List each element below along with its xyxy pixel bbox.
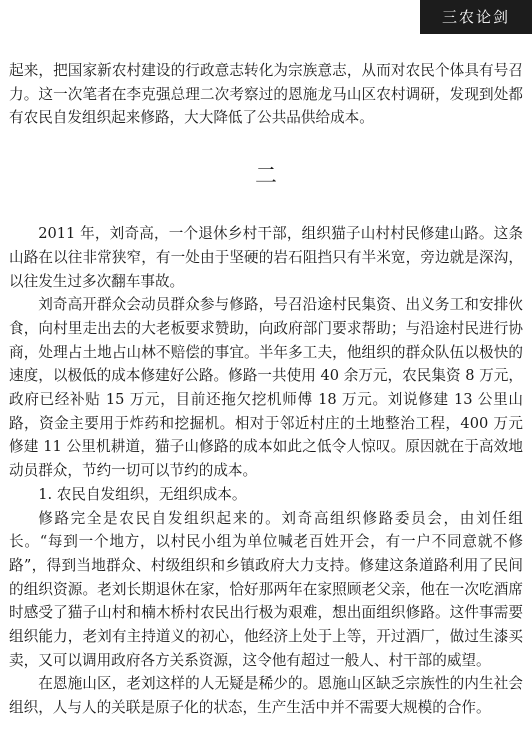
body-paragraph: 修路完全是农民自发组织起来的。刘奇高组织修路委员会，由刘任组长。“每到一个地方，以村民小组为单位喊老百姓开会，有一户不同意就不修路”，得到当地群众、村级组织和乡镇政府大力支持。修建这条道路利用了民间的组织资源。老刘长期退休在家，恰好那两年在家照顾老父亲，他在一次吃酒席时感受了猫子山村和楠木桥村农民出行极为艰难，想出面组织修路。这件事需要组织能力，老刘有主持道义的初心，他经济上处于上等，开过酒厂，做过生漆买卖，又可以调用政府各方关系资源，这令他有超过一般人、村干部的威望。 (9, 509, 523, 669)
section-number: 二 (254, 164, 277, 190)
body-paragraph: 在恩施山区，老刘这样的人无疑是稀少的。恩施山区缺乏宗族性的内生社会组织，人与人的关联是原子化的状态，生产生活中并不需要大规模的合作。 (9, 675, 523, 717)
article-body (9, 59, 523, 720)
subheading: 1. 农民自发组织，无组织成本。 (38, 485, 247, 503)
body-paragraph: 2011 年，刘奇高，一个退休乡村干部，组织猫子山村村民修建山路。这条山路在以往非常狭窄，有一处由于坚硬的岩石阻挡只有半米宽，旁边就是深沟，以往发生过多次翻车事故。 (9, 225, 523, 290)
body-paragraph: 刘奇高开群众会动员群众参与修路，号召沿途村民集资、出义务工和安排伙食，向村里走出去的大老板要求赞助，向政府部门要求帮助；与沿途村民进行协商，处理占土地占山林不赔偿的事宜。半年多工夫，他组织的群众队伍以极快的速度，以极低的成本修建好公路。修路一共使用 40 余万元，农民集资 8 万元，政府已经补贴 15 万元，目前还拖欠挖机师傅 18 万元。刘说修建 13 公里山路，资金主要用于炸药和挖掘机。相对于邻近村庄的土地整治工程，400 万元修建 11 公里机耕道，猫子山修路的成本如此之低令人惊叹。原因就在于高效地动员群众，节约一切可以节约的成本。 (9, 296, 523, 480)
section-header-label: 三农论剑 (420, 0, 532, 34)
body-paragraph: 起来，把国家新农村建设的行政意志转化为宗族意志，从而对农民个体具有号召力。这一次笔者在李克强总理二次考察过的恩施龙马山区农村调研，发现到处都有农民自发组织起来修路，大大降低了公共品供给成本。 (9, 62, 523, 127)
